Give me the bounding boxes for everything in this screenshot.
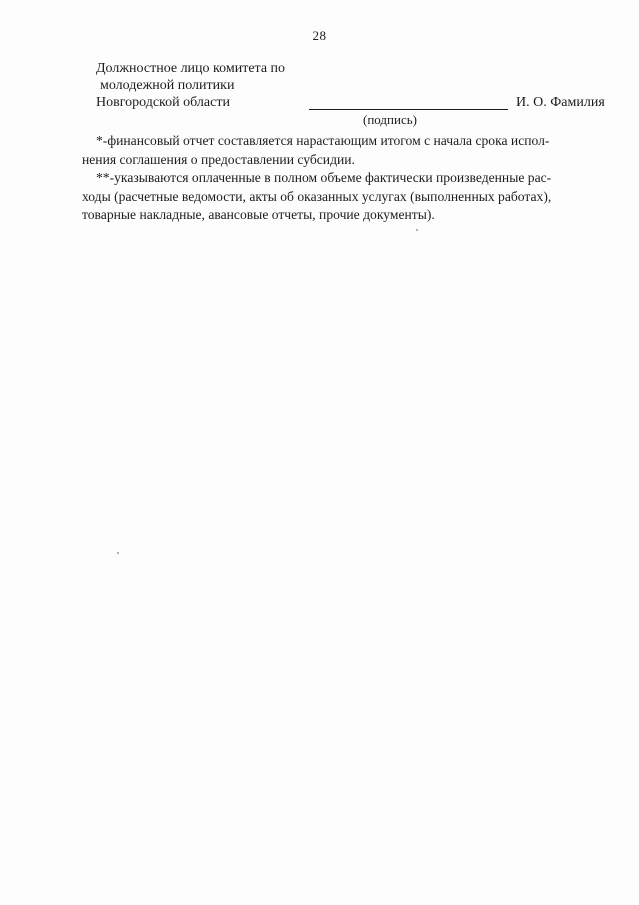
- signature-caption: (подпись): [363, 112, 417, 127]
- footnote-line: **-указываются оплаченные в полном объеме фактически произведенные рас-: [96, 170, 552, 185]
- official-title-line-2: молодежной политики: [100, 78, 235, 93]
- official-title-line-1: Должностное лицо комитета по: [96, 61, 286, 76]
- footnotes: [82, 132, 622, 225]
- page-number: 28: [312, 28, 327, 43]
- scan-speck: [117, 552, 119, 554]
- signer-name: И. О. Фамилия: [516, 95, 605, 110]
- signature-block: [96, 60, 616, 127]
- scan-speck: [416, 229, 418, 231]
- footnote-paid-expenses: [82, 169, 622, 225]
- official-title-line-3: Новгородской области: [96, 95, 230, 110]
- signature-line: [309, 109, 508, 110]
- footnote-line: *-финансовый отчет составляется нарастающим итогом с начала срока испол-: [96, 133, 550, 148]
- footnote-line: товарные накладные, авансовые отчеты, прочие документы).: [82, 207, 435, 222]
- footnote-line: нения соглашения о предоставлении субсидии.: [82, 151, 355, 167]
- signature-row: [96, 94, 616, 112]
- footnote-financial-report: [82, 132, 622, 169]
- signature-caption-row: [96, 112, 616, 127]
- footnote-line: ходы (расчетные ведомости, акты об оказанных услугах (выполненных работах),: [82, 188, 552, 204]
